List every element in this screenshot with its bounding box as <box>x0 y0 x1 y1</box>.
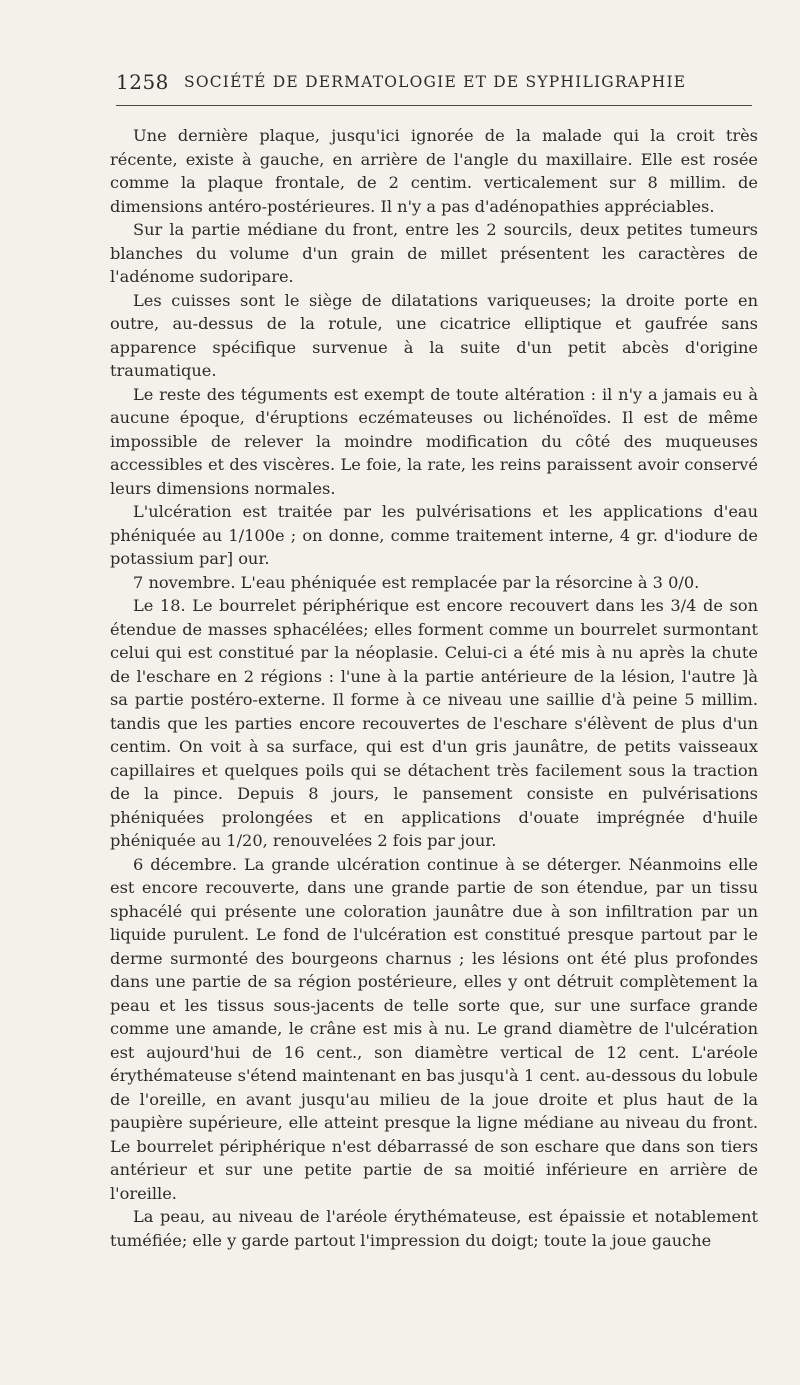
page-header <box>116 68 752 98</box>
body-text <box>110 124 758 1252</box>
header-rule <box>116 105 752 106</box>
paragraph-6: 7 novembre. L'eau phéniquée est remplacée par la résorcine à 3 0/0. <box>133 572 700 592</box>
paragraph-5: L'ulcération est traitée par les pulvérisations et les applications d'eau phéniquée au 1/100e ; on donne, comme traitement interne, 4 gr. d'iodure de potassium par] our. <box>110 502 758 568</box>
paragraph-4: Le reste des téguments est exempt de toute altération : il n'y a jamais eu à aucune époque, d'éruptions eczémateuses ou lichénoïdes. Il est de même impossible de relever la moindre modification du côté des muqueuses accessibles et des viscères. Le foie, la rate, les reins paraissent avoir conservé leurs dimensions normales. <box>110 384 758 498</box>
paragraph-7: Le 18. Le bourrelet périphérique est encore recouvert dans les 3/4 de son étendue de masses sphacélées; elles forment comme un bourrelet surmontant celui qui est constitué par la néoplasie. Celui-ci a été mis à nu après la chute de l'eschare en 2 régions : l'une à la partie antérieure de la lésion, l'autre ]à sa partie postéro-externe. Il forme à ce niveau une saillie d'à peine 5 millim. tandis que les parties encore recouvertes de l'eschare s'élèvent de plus d'un centim. On voit à sa surface, qui est d'un gris jaunâtre, de petits vaisseaux capillaires et quelques poils qui se détachent très facilement sous la traction de la pince. Depuis 8 jours, le pansement consiste en pulvérisations phéniquées prolongées et en applications d'ouate imprégnée d'huile phéniquée au 1/20, renouvelées 2 fois par jour. <box>110 596 758 850</box>
paragraph-2: Sur la partie médiane du front, entre les 2 sourcils, deux petites tumeurs blanches du volume d'un grain de millet présentent les caractères de l'adénome sudoripare. <box>110 220 758 286</box>
paragraph-3: Les cuisses sont le siège de dilatations variqueuses; la droite porte en outre, au-dessus de la rotule, une cicatrice elliptique et gaufrée sans apparence spécifique survenue à la suite d'un petit abcès d'origine traumatique. <box>110 290 758 380</box>
running-title: SOCIÉTÉ DE DERMATOLOGIE ET DE SYPHILIGRAPHIE <box>184 73 687 91</box>
paragraph-8: 6 décembre. La grande ulcération continue à se déterger. Néanmoins elle est encore recouverte, dans une grande partie de son étendue, par un tissu sphacélé qui présente une coloration jaunâtre due à son infiltration par un liquide purulent. Le fond de l'ulcération est constitué presque partout par le derme surmonté des bourgeons charnus ; les lésions ont été plus profondes dans une partie de sa région postérieure, elles y ont détruit complètement la peau et les tissus sous-jacents de telle sorte que, sur une surface grande comme une amande, le crâne est mis à nu. Le grand diamètre de l'ulcération est aujourd'hui de 16 cent., son diamètre vertical de 12 cent. L'aréole érythémateuse s'étend maintenant en bas jusqu'à 1 cent. au-dessous du lobule de l'oreille, en avant jusqu'au milieu de la joue droite et plus haut de la paupière supérieure, elle atteint presque la ligne médiane au niveau du front. Le bourrelet périphérique n'est débarrassé de son eschare que dans son tiers antérieur et sur une petite partie de sa moitié inférieure en arrière de l'oreille. <box>110 854 758 1203</box>
page-number: 1258 <box>116 70 169 94</box>
paragraph-1: Une dernière plaque, jusqu'ici ignorée de la malade qui la croit très récente, existe à gauche, en arrière de l'angle du maxillaire. Elle est rosée comme la plaque frontale, de 2 centim. verticalement sur 8 millim. de dimensions antéro-postérieures. Il n'y a pas d'adénopathies appréciables. <box>110 126 758 216</box>
paragraph-9: La peau, au niveau de l'aréole érythémateuse, est épaissie et notablement tuméfiée; elle y garde partout l'impression du doigt; toute la joue gauche <box>110 1207 758 1250</box>
